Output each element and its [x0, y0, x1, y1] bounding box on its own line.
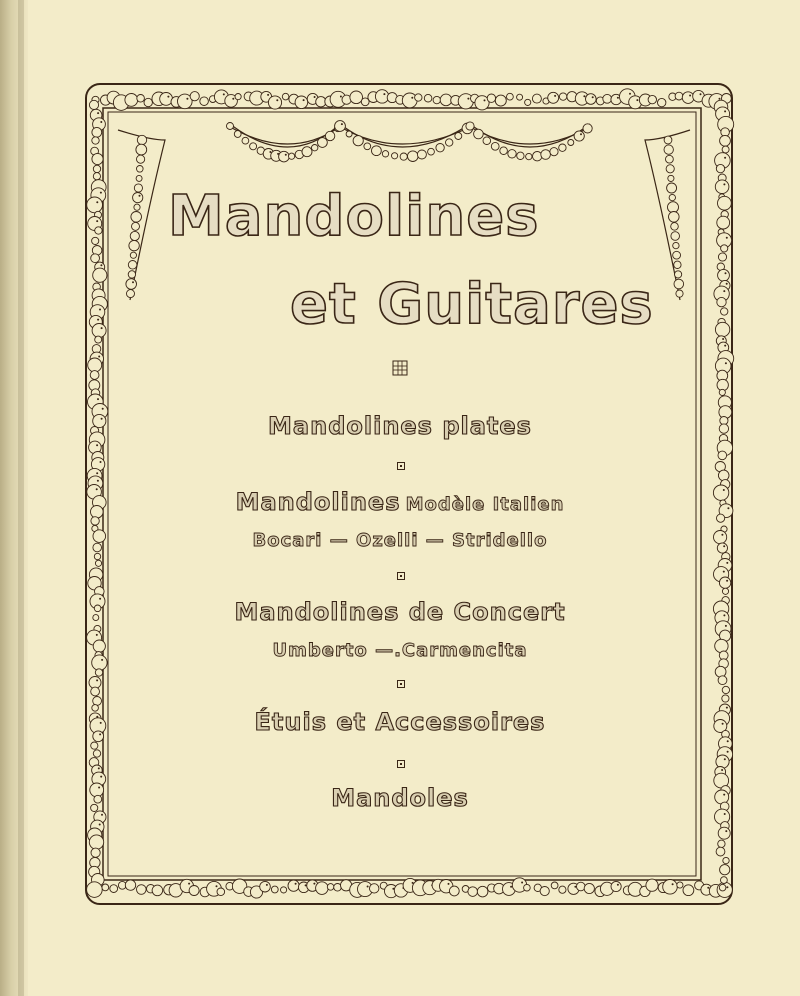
separator-dot-icon	[397, 462, 405, 470]
section-heading: Étuis et Accessoires	[254, 708, 546, 736]
grid-ornament-icon	[392, 360, 408, 376]
separator-dot-icon	[397, 680, 405, 688]
section-heading: Mandolines	[235, 488, 401, 516]
title-page-content	[120, 180, 680, 840]
section-subtitle: Bocari — Ozelli — Stridello	[252, 530, 548, 551]
main-title-line2: et Guitares	[290, 272, 654, 337]
garland-swags	[230, 124, 590, 147]
section-heading: Mandoles	[331, 784, 469, 812]
main-title-line1: Mandolines	[168, 184, 540, 249]
separator-dot-icon	[397, 760, 405, 768]
section-heading: Mandolines de Concert	[234, 598, 566, 626]
section-heading-row	[120, 488, 680, 516]
separator-dot-icon	[397, 572, 405, 580]
section-heading: Mandolines plates	[268, 412, 532, 440]
section-subtitle: Umberto —.Carmencita	[272, 640, 528, 661]
section-subheading: Modèle Italien	[405, 494, 565, 515]
garland-beads	[227, 121, 593, 162]
